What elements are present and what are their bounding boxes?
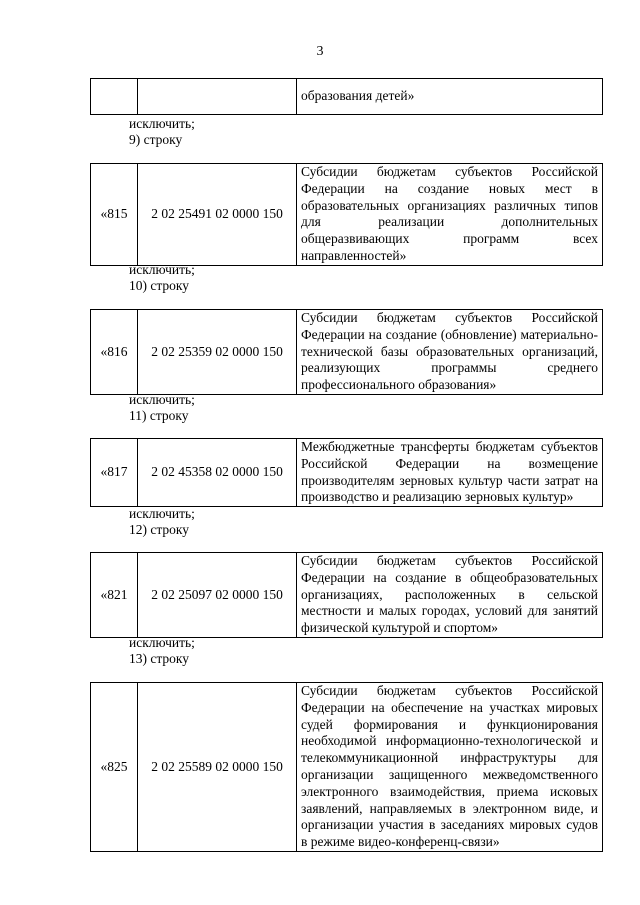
row-reference: 12) строку bbox=[129, 522, 190, 537]
exclude-note: исключить; bbox=[129, 262, 195, 277]
exclude-note: исключить; bbox=[129, 116, 195, 131]
row-number-cell: «821 bbox=[91, 553, 138, 638]
description-cell: Межбюджетные трансферты бюджетам субъектов Российской Федерации на возмещение производителям зерновых культур части затрат на производство и реализацию зерновых культур» bbox=[297, 439, 603, 507]
row-number-cell bbox=[91, 79, 138, 115]
table-row bbox=[90, 163, 603, 266]
table-row bbox=[90, 309, 603, 395]
row-reference: 11) строку bbox=[129, 408, 189, 423]
row-reference: 9) строку bbox=[129, 132, 183, 147]
budget-code-cell: 2 02 25491 02 0000 150 bbox=[138, 164, 297, 266]
description-cell: Субсидии бюджетам субъектов Российской Федерации на обеспечение на участках мировых судей формирования и функционирования необходимой информационно-технологической и телекоммуникационной инфраструктуры для организации защищенного межведомственного электронного взаимодействия, приема исковых заявлений, направляемых в электронном виде, и организации участия в заседаниях мировых судов в режиме видео-конференц-связи» bbox=[297, 683, 603, 852]
exclude-note: исключить; bbox=[129, 392, 195, 407]
description-cell: Субсидии бюджетам субъектов Российской Федерации на создание новых мест в образовательных организациях различных типов для реализации дополнительных общеразвивающих программ всех направленностей» bbox=[297, 164, 603, 266]
row-number-cell: «815 bbox=[91, 164, 138, 266]
table-row bbox=[90, 78, 603, 115]
row-number-cell: «825 bbox=[91, 683, 138, 852]
description-cell: образования детей» bbox=[297, 79, 603, 115]
row-number-cell: «817 bbox=[91, 439, 138, 507]
budget-code-cell: 2 02 25359 02 0000 150 bbox=[138, 310, 297, 395]
budget-code-cell: 2 02 45358 02 0000 150 bbox=[138, 439, 297, 507]
budget-code-cell: 2 02 25097 02 0000 150 bbox=[138, 553, 297, 638]
description-cell: Субсидии бюджетам субъектов Российской Федерации на создание в общеобразовательных организациях, расположенных в сельской местности и малых городах, условий для занятий физической культурой и спортом» bbox=[297, 553, 603, 638]
description-cell: Субсидии бюджетам субъектов Российской Федерации на создание (обновление) материально-технической базы образовательных организаций, реализующих программы среднего профессионального образования» bbox=[297, 310, 603, 395]
table-row bbox=[90, 438, 603, 507]
row-number-cell: «816 bbox=[91, 310, 138, 395]
budget-code-cell bbox=[138, 79, 297, 115]
exclude-note: исключить; bbox=[129, 506, 195, 521]
row-reference: 10) строку bbox=[129, 278, 190, 293]
table-row bbox=[90, 682, 603, 852]
row-reference: 13) строку bbox=[129, 651, 190, 666]
page-number: 3 bbox=[316, 44, 324, 59]
table-row bbox=[90, 552, 603, 638]
budget-code-cell: 2 02 25589 02 0000 150 bbox=[138, 683, 297, 852]
exclude-note: исключить; bbox=[129, 635, 195, 650]
